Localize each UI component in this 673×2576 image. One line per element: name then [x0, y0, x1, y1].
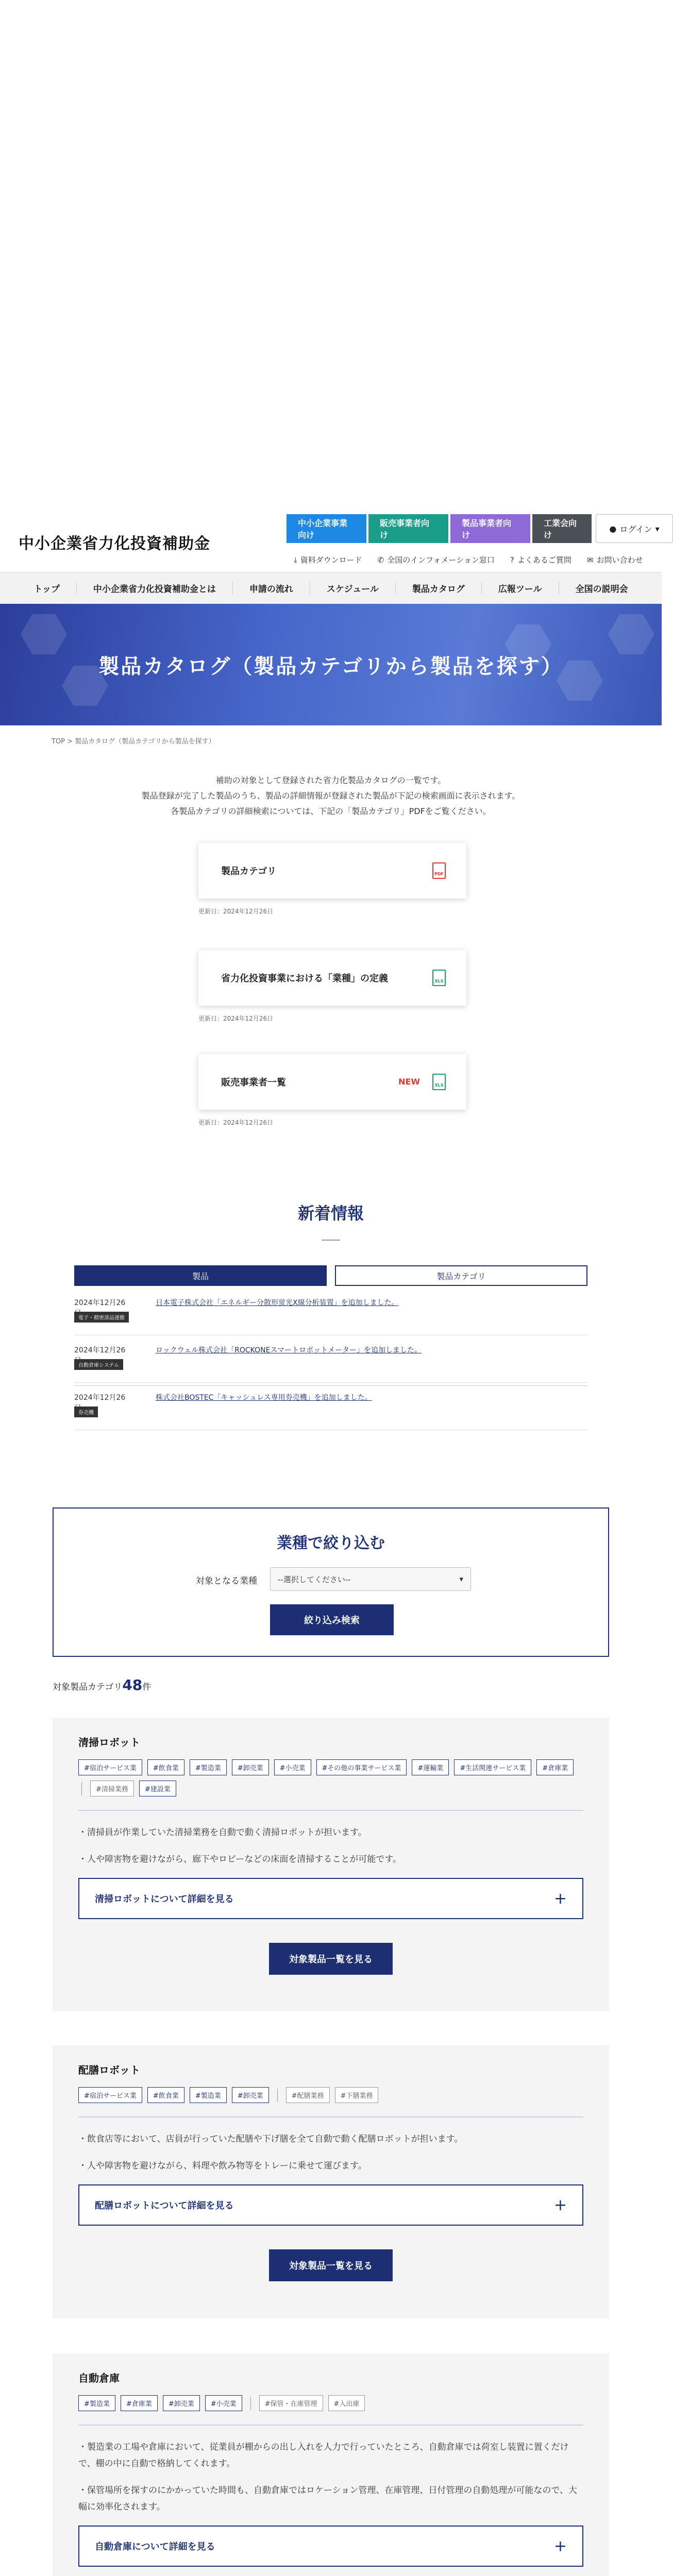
plus-icon: +: [553, 1889, 567, 1908]
util-link-contact[interactable]: [587, 554, 643, 565]
industry-tag: #小売業: [205, 2395, 242, 2411]
login-button[interactable]: [596, 514, 673, 543]
tab-news-products[interactable]: 製品: [74, 1265, 327, 1286]
category-description: ・保管場所を探すのにかかっていた時間も、自動倉庫ではロケーション管理、在庫管理、日付管理の自動処理が可能なので、大幅に効率化されます。: [78, 2485, 577, 2512]
tab-vendor[interactable]: 販売事業者向け: [368, 514, 448, 543]
site-header: [0, 0, 662, 572]
industry-tag: #製造業: [190, 1759, 227, 1775]
plus-icon: +: [553, 2196, 567, 2214]
news-badge: 券売機: [74, 1406, 98, 1417]
new-badge: NEW: [398, 1077, 420, 1087]
doc-updated: 更新日：2024年12月26日: [198, 1119, 274, 1126]
download-icon: ⤓: [294, 555, 297, 565]
industry-tag: #卸売業: [232, 1759, 269, 1775]
category-detail-toggle[interactable]: [78, 2526, 583, 2567]
industry-tag: #卸売業: [163, 2395, 200, 2411]
industry-tag: #生活関連サービス業: [454, 1759, 531, 1775]
nav-about[interactable]: 中小企業省力化投資補助金とは: [76, 582, 232, 595]
industry-tag: #運輸業: [412, 1759, 449, 1775]
task-tag: #下膳業務: [335, 2087, 379, 2103]
news-item: [74, 1288, 587, 1335]
util-link-label: お問い合わせ: [596, 555, 643, 565]
question-icon: ?: [510, 555, 514, 565]
site-brand[interactable]: 中小企業省力化投資補助金: [19, 535, 210, 553]
chevron-down-icon: ▾: [655, 523, 660, 534]
task-tag: #清掃業務: [90, 1781, 134, 1797]
intro-line: 補助の対象として登録された省力化製品カタログの一覧です。: [215, 775, 446, 785]
nav-schedule[interactable]: スケジュール: [310, 582, 395, 595]
industry-tag: #卸売業: [232, 2087, 269, 2103]
hero-banner: [0, 604, 662, 725]
detail-label: 配膳ロボットについて詳細を見る: [95, 2200, 234, 2211]
result-count: [53, 1676, 151, 1693]
industry-tag: #宿泊サービス業: [78, 1759, 142, 1775]
audience-tabs: [287, 514, 673, 543]
category-description: ・人や障害物を避けながら、廊下やロビーなどの床面を清掃することが可能です。: [78, 1854, 401, 1865]
category-title: 清掃ロボット: [78, 1736, 140, 1749]
industry-tag: #製造業: [78, 2395, 115, 2411]
page-title: 製品カタログ（製品カテゴリから製品を探す）: [98, 654, 563, 679]
industry-select[interactable]: [270, 1567, 471, 1591]
nav-briefings[interactable]: 全国の説明会: [559, 582, 645, 595]
task-tag: #入出庫: [328, 2395, 365, 2411]
industry-tag: #飲食業: [147, 2087, 184, 2103]
util-link-label: よくあるご質問: [517, 555, 571, 565]
result-prefix: 対象製品カテゴリ: [53, 1682, 123, 1692]
divider: [78, 2425, 583, 2426]
task-tag: #配膳業務: [286, 2087, 330, 2103]
detail-label: 自動倉庫について詳細を見る: [95, 2541, 215, 2552]
category-card: [53, 2353, 609, 2576]
global-nav: [0, 572, 662, 604]
detail-label: 清掃ロボットについて詳細を見る: [95, 1894, 234, 1905]
chevron-down-icon: ▾: [459, 1574, 463, 1584]
login-label: ログイン: [619, 524, 652, 534]
xlsx-icon: XLS: [432, 970, 446, 986]
industry-tag: #倉庫業: [536, 1759, 574, 1775]
intro-text: [0, 773, 662, 819]
filter-heading: 業種で絞り込む: [277, 1534, 385, 1552]
news-badge: 電子・精密部品運搬: [74, 1312, 129, 1323]
tag-separator: [250, 2397, 251, 2410]
filter-label: 対象となる業種: [196, 1576, 257, 1586]
doc-card-industry-definition[interactable]: [198, 950, 466, 1006]
product-list-button[interactable]: 対象製品一覧を見る: [269, 2249, 393, 2281]
news-link[interactable]: 株式会社BOSTEC「キャッシュレス専用券売機」を追加しました。: [156, 1394, 372, 1402]
tag-list: [78, 2395, 583, 2411]
util-link-label: 全国のインフォメーション窓口: [387, 555, 495, 565]
doc-title: 省力化投資事業における「業種」の定義: [221, 973, 388, 984]
tab-news-categories[interactable]: 製品カテゴリ: [335, 1265, 587, 1286]
hex-decoration: [557, 660, 603, 701]
user-icon: ●: [609, 523, 617, 534]
tag-list: [78, 1759, 583, 1797]
category-detail-toggle[interactable]: [78, 2184, 583, 2226]
result-number: 48: [122, 1676, 143, 1693]
utility-links: [294, 554, 643, 565]
util-link-download[interactable]: [294, 554, 362, 565]
doc-title: 製品カテゴリ: [221, 866, 277, 877]
category-detail-toggle[interactable]: [78, 1878, 583, 1919]
result-suffix: 件: [142, 1682, 152, 1692]
doc-card-category[interactable]: [198, 843, 466, 899]
tag-list: [78, 2087, 583, 2103]
doc-title: 販売事業者一覧: [221, 1077, 286, 1088]
phone-icon: ✆: [377, 555, 384, 565]
xlsx-icon: XLS: [432, 1074, 446, 1090]
news-list[interactable]: [74, 1288, 587, 1416]
nav-top[interactable]: トップ: [33, 584, 60, 595]
hex-decoration: [608, 614, 654, 654]
divider: [78, 2116, 583, 2117]
doc-updated: 更新日：2024年12月26日: [198, 1015, 274, 1022]
breadcrumb[interactable]: TOP > 製品カタログ（製品カテゴリから製品を探す）: [52, 738, 215, 745]
util-link-faq[interactable]: [510, 554, 571, 565]
industry-tag: #倉庫業: [121, 2395, 158, 2411]
news-badge: 自動倉庫システム: [74, 1359, 123, 1370]
industry-tag: #小売業: [274, 1759, 311, 1775]
category-description: ・清掃員が作業していた清掃業務を自動で動く清掃ロボットが担います。: [78, 1827, 367, 1838]
intro-line: 製品登録が完了した製品のうち、製品の詳細情報が登録された製品が下記の検索画面に表示されます。: [141, 791, 520, 801]
filter-submit-button[interactable]: 絞り込み検索: [270, 1604, 394, 1635]
plus-icon: +: [553, 2537, 567, 2555]
util-link-info[interactable]: [378, 554, 495, 565]
industry-tag: #建設業: [139, 1781, 176, 1797]
category-card: [53, 1718, 609, 2011]
news-heading: 新着情報: [297, 1204, 364, 1223]
category-description: ・製造業の工場や倉庫において、従業員が棚からの出し入れを人力で行っていたところ、自動倉庫では荷室し装置に置くだけで、棚の中に自動で格納してくれます。: [78, 2442, 569, 2469]
tag-separator: [277, 2089, 278, 2102]
task-tag: #保管・在庫管理: [259, 2395, 323, 2411]
util-link-label: 資料ダウンロード: [300, 555, 362, 565]
news-link[interactable]: ロックウェル株式会社「ROCKONEスマートロボットメーター」を追加しました。: [156, 1346, 422, 1354]
select-value: --選択してください--: [278, 1574, 351, 1584]
industry-tag: #その他の事業サービス業: [316, 1759, 407, 1775]
tab-industry[interactable]: 工業会向け: [532, 514, 592, 543]
intro-line: 各製品カテゴリの詳細検索については、下記の「製品カテゴリ」PDFをご覧ください。: [171, 806, 491, 816]
mail-icon: ✉: [586, 555, 594, 565]
industry-tag: #宿泊サービス業: [78, 2087, 142, 2103]
news-item: [74, 1383, 587, 1430]
hex-decoration: [21, 614, 67, 654]
doc-updated: 更新日：2024年12月26日: [198, 908, 274, 915]
doc-card-vendor-list[interactable]: [198, 1054, 466, 1110]
divider: [322, 1240, 340, 1241]
news-link[interactable]: 日本電子株式会社「エネルギー分散形蛍光X線分析装置」を追加しました。: [156, 1299, 399, 1307]
news-item: [74, 1335, 587, 1383]
pdf-icon: PDF: [432, 862, 446, 879]
product-list-button[interactable]: 対象製品一覧を見る: [269, 1943, 393, 1975]
category-description: ・飲食店等において、店員が行っていた配膳や下げ膳を全て自動で動く配膳ロボットが担います。: [78, 2134, 463, 2144]
tab-maker[interactable]: 製品事業者向け: [450, 514, 530, 543]
tag-separator: [81, 1782, 82, 1795]
news-date: 2024年12月26: [74, 1394, 126, 1402]
category-card: [53, 2045, 609, 2318]
category-description: ・人や障害物を避けながら、料理や飲み物等をトレーに乗せて運びます。: [78, 2161, 367, 2171]
nav-pr-tools[interactable]: 広報ツール: [481, 582, 559, 595]
nav-flow[interactable]: 申請の流れ: [232, 582, 310, 595]
news-date: 2024年12月26: [74, 1346, 126, 1354]
news-date: 2024年12月26: [74, 1299, 126, 1307]
tab-sme[interactable]: 中小企業事業向け: [287, 514, 366, 543]
industry-tag: #製造業: [190, 2087, 227, 2103]
industry-filter: [53, 1507, 609, 1657]
category-title: 配膳ロボット: [78, 2064, 140, 2076]
nav-catalog[interactable]: 製品カタログ: [395, 582, 481, 595]
category-title: 自動倉庫: [78, 2372, 120, 2384]
industry-tag: #飲食業: [147, 1759, 184, 1775]
divider: [78, 1810, 583, 1811]
